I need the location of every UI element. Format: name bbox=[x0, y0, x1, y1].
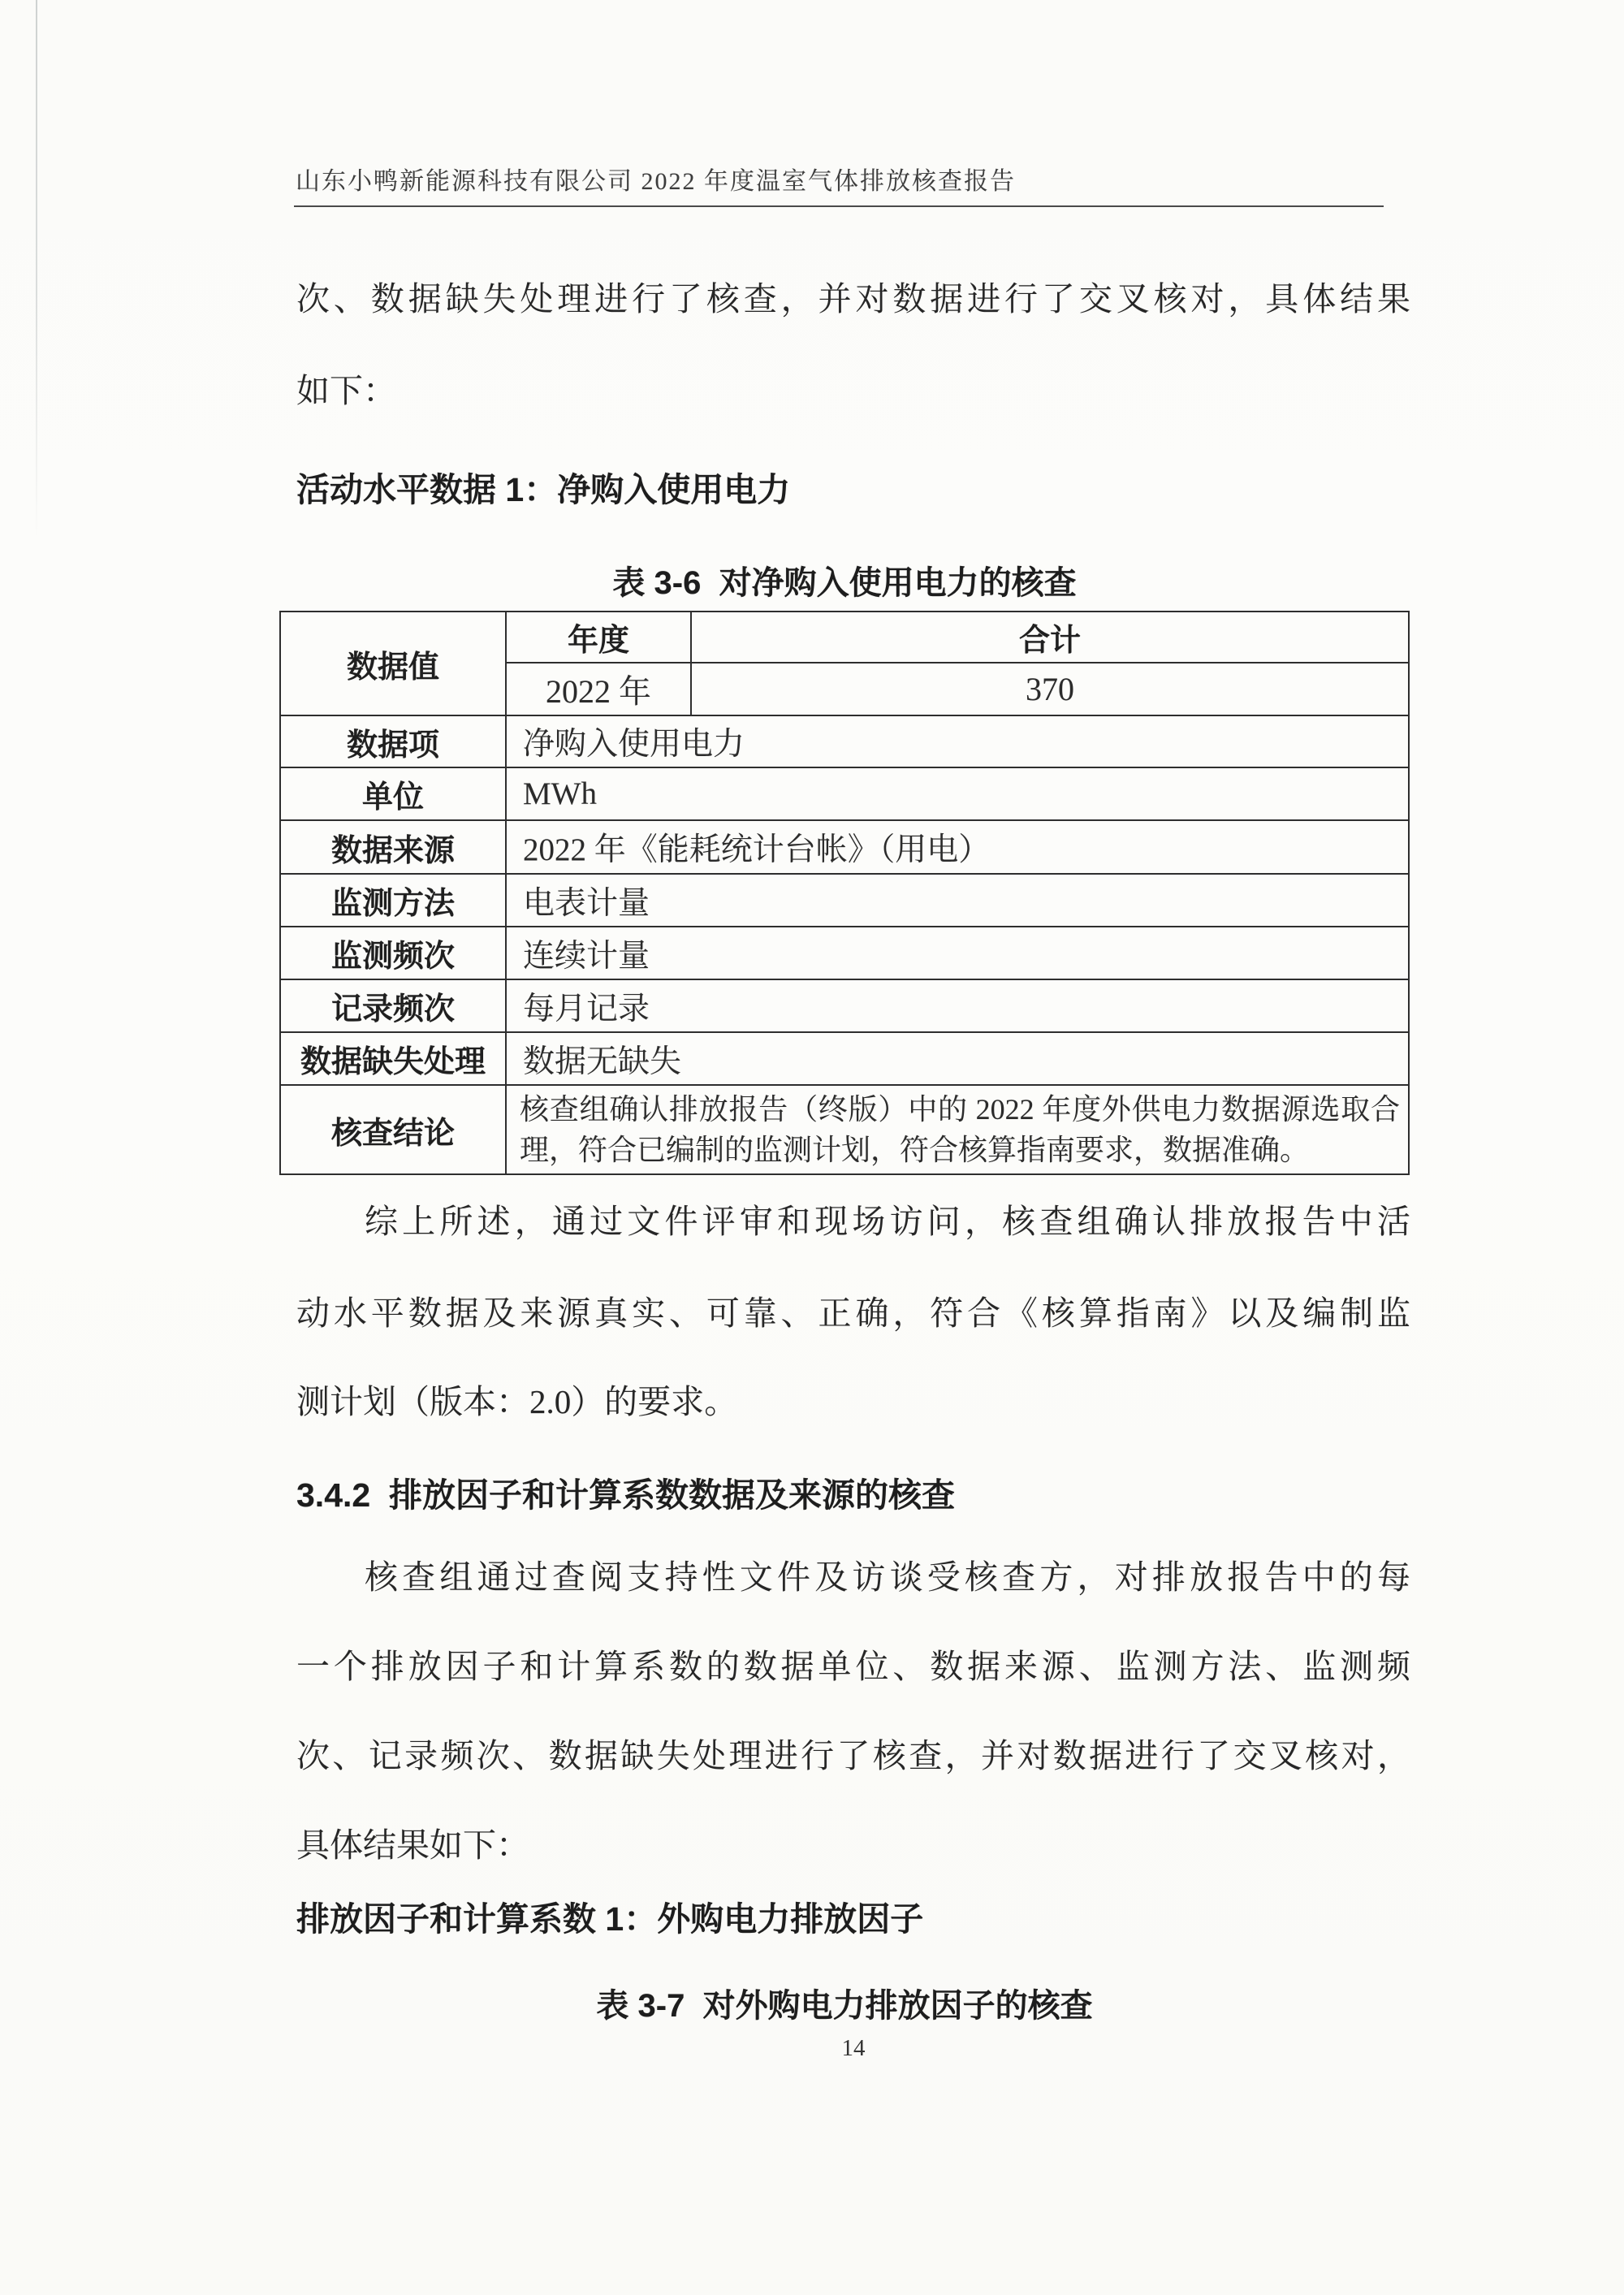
row-label-missing-data-handling: 数据缺失处理 bbox=[280, 1032, 506, 1085]
cell-record-frequency: 每月记录 bbox=[506, 979, 1409, 1032]
cell-missing-data-handling: 数据无缺失 bbox=[506, 1032, 1409, 1085]
paragraph-line: 次、记录频次、数据缺失处理进行了核查，并对数据进行了交叉核对， bbox=[296, 1737, 1410, 1774]
cell-total-value: 370 bbox=[691, 663, 1409, 715]
paragraph-line: 如下： bbox=[296, 372, 396, 409]
cell-monitoring-frequency: 连续计量 bbox=[506, 927, 1409, 979]
activity-data-heading: 活动水平数据 1：净购入使用电力 bbox=[296, 471, 791, 508]
row-label-record-frequency: 记录频次 bbox=[280, 979, 506, 1032]
row-label-data-value: 数据值 bbox=[280, 612, 506, 715]
running-header: 山东小鸭新能源科技有限公司 2022 年度温室气体排放核查报告 bbox=[296, 168, 1016, 195]
row-label-data-source: 数据来源 bbox=[280, 820, 506, 874]
cell-verification-conclusion: 核查组确认排放报告（终版）中的 2022 年度外供电力数据源选取合理，符合已编制的监测计划，符合核算指南要求，数据准确。 bbox=[506, 1085, 1409, 1174]
row-label-unit: 单位 bbox=[280, 767, 506, 820]
paragraph-line: 动水平数据及来源真实、可靠、正确，符合《核算指南》以及编制监 bbox=[296, 1294, 1410, 1332]
cell-monitoring-method: 电表计量 bbox=[506, 874, 1409, 927]
section-heading-3-4-2: 3.4.2 排放因子和计算系数数据及来源的核查 bbox=[296, 1476, 955, 1514]
column-header-total: 合计 bbox=[691, 612, 1409, 663]
emission-factor-heading: 排放因子和计算系数 1：外购电力排放因子 bbox=[296, 1900, 924, 1938]
paragraph-line: 核查组通过查阅支持性文件及访谈受核查方，对排放报告中的每 bbox=[365, 1558, 1410, 1596]
paragraph-line: 具体结果如下： bbox=[296, 1826, 529, 1864]
scan-edge-artifact bbox=[36, 0, 37, 536]
table-3-6-caption: 表 3-6 对净购入使用电力的核查 bbox=[612, 565, 1077, 601]
row-label-monitoring-method: 监测方法 bbox=[280, 874, 506, 927]
verification-table-3-6 bbox=[279, 611, 1410, 1175]
row-label-monitoring-frequency: 监测频次 bbox=[280, 927, 506, 979]
paragraph-line: 次、数据缺失处理进行了核查，并对数据进行了交叉核对，具体结果 bbox=[296, 280, 1410, 318]
table-3-7-caption: 表 3-7 对外购电力排放因子的核查 bbox=[596, 1988, 1093, 2024]
cell-year-value: 2022 年 bbox=[506, 663, 691, 715]
row-label-data-item: 数据项 bbox=[280, 715, 506, 767]
page-number: 14 bbox=[841, 2035, 866, 2061]
cell-data-source: 2022 年《能耗统计台帐》（用电） bbox=[506, 820, 1409, 874]
paragraph-line: 一个排放因子和计算系数的数据单位、数据来源、监测方法、监测频 bbox=[296, 1648, 1410, 1685]
row-label-verification-conclusion: 核查结论 bbox=[280, 1085, 506, 1174]
paragraph-line: 测计划（版本：2.0）的要求。 bbox=[296, 1383, 738, 1420]
paragraph-line: 综上所述，通过文件评审和现场访问，核查组确认排放报告中活 bbox=[365, 1203, 1410, 1240]
cell-data-item: 净购入使用电力 bbox=[506, 715, 1409, 767]
header-divider bbox=[294, 205, 1384, 207]
column-header-year: 年度 bbox=[506, 612, 691, 663]
cell-unit: MWh bbox=[506, 767, 1409, 820]
